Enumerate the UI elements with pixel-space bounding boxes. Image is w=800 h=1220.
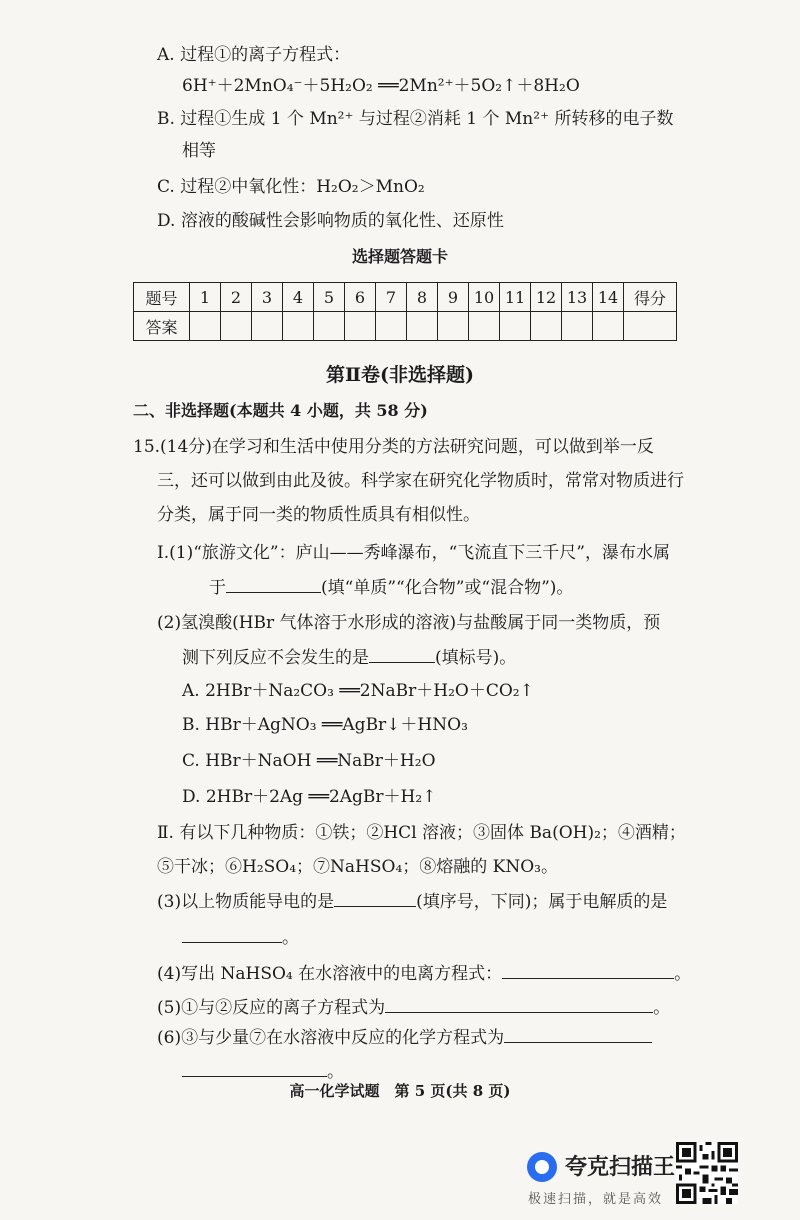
answer-cell (283, 312, 314, 341)
q15-q3-line (157, 890, 667, 913)
q15-q1-answer-blank[interactable] (226, 576, 321, 593)
q15-part1-q1-line2 (209, 576, 573, 599)
score-cell (624, 312, 677, 341)
q15-q6-answer-blank-1[interactable] (504, 1026, 652, 1043)
q15-part2-line1: Ⅱ. 有以下几种物质：①铁；②HCl 溶液；③固体 Ba(OH)₂；④酒精； (157, 823, 686, 843)
q15-q4-line (157, 962, 691, 985)
q15-q3-line2 (182, 926, 299, 949)
answer-card-table (133, 282, 677, 341)
answer-card-answer-row (134, 312, 677, 341)
answer-cell (531, 312, 562, 341)
q15-q3-electrolyte-blank[interactable] (182, 926, 282, 943)
answer-card-number: 5 (314, 283, 345, 312)
q15-q2-hint: (填标号)。 (435, 648, 517, 668)
answer-card-number: 1 (190, 283, 221, 312)
q15-q4-prefix: (4)写出 NaHSO₄ 在水溶液中的电离方程式： (157, 964, 503, 984)
answer-cell (593, 312, 624, 341)
answer-card-number: 2 (221, 283, 252, 312)
q15-q6-answer-blank-2[interactable] (182, 1060, 327, 1077)
q15-q1-hint: (填“单质”“化合物”或“混合物”)。 (321, 578, 574, 598)
q14-option-a-equation: 6H⁺＋2MnO₄⁻＋5H₂O₂ ══2Mn²⁺＋5O₂↑＋8H₂O (182, 76, 580, 96)
part2-title: 第Ⅱ卷(非选择题) (326, 364, 474, 386)
q15-intro-line2: 三，还可以做到由此及彼。科学家在研究化学物质时，常常对物质进行 (157, 471, 684, 491)
answer-card-number: 11 (500, 283, 531, 312)
answer-card-number: 12 (531, 283, 562, 312)
answer-card-number: 13 (562, 283, 593, 312)
answer-card-number: 4 (283, 283, 314, 312)
answer-card-number-row (134, 283, 677, 312)
answer-card-score-header: 得分 (624, 283, 677, 312)
q15-intro-line1: 15.(14分)在学习和生活中使用分类的方法研究问题，可以做到举一反 (133, 437, 654, 457)
qr-code-icon (676, 1142, 738, 1204)
q15-q3-end: 。 (282, 928, 299, 948)
answer-cell (500, 312, 531, 341)
answer-card-number: 10 (469, 283, 500, 312)
answer-cell (345, 312, 376, 341)
quark-logo-icon (527, 1152, 557, 1182)
q15-q4-answer-blank[interactable] (502, 962, 674, 979)
q15-intro-line3: 分类，属于同一类的物质性质具有相似性。 (157, 505, 480, 525)
answer-card-number: 3 (252, 283, 283, 312)
answer-cell (314, 312, 345, 341)
q15-q5-line (157, 996, 670, 1019)
q15-q6-end: 。 (327, 1062, 344, 1082)
answer-card-header-number: 题号 (134, 283, 190, 312)
answer-cell (407, 312, 438, 341)
q15-q2-prefix: 测下列反应不会发生的是 (182, 648, 369, 668)
q14-option-a-label: A. 过程①的离子方程式： (157, 45, 351, 65)
q15-q6-prefix: (6)③与少量⑦在水溶液中反应的化学方程式为 (157, 1028, 505, 1048)
answer-cell (221, 312, 252, 341)
q15-q5-answer-blank[interactable] (385, 996, 653, 1013)
q14-option-b-line2: 相等 (182, 141, 216, 161)
section-heading: 二、非选择题(本题共 4 小题，共 58 分) (133, 401, 428, 420)
watermark-title: 夸克扫描王 (565, 1155, 676, 1180)
q15-q2-line2 (182, 646, 516, 669)
answer-cell (190, 312, 221, 341)
q15-part2-line2: ⑤干冰；⑥H₂SO₄；⑦NaHSO₄；⑧熔融的 KNO₃。 (157, 857, 559, 877)
q15-option-d: D. 2HBr＋2Ag ══2AgBr＋H₂↑ (182, 787, 437, 807)
q15-part1-q1-line1: Ⅰ.(1)“旅游文化”：庐山——秀峰瀑布，“飞流直下三千尺”，瀑布水属 (157, 543, 670, 563)
q15-q3-middle: (填序号，下同)；属于电解质的是 (416, 892, 668, 912)
q15-q3-prefix: (3)以上物质能导电的是 (157, 892, 335, 912)
answer-card-number: 9 (438, 283, 469, 312)
q15-option-b: B. HBr＋AgNO₃ ══AgBr↓＋HNO₃ (182, 715, 468, 735)
answer-card-title: 选择题答题卡 (351, 247, 448, 266)
q15-option-c: C. HBr＋NaOH ══NaBr＋H₂O (182, 751, 436, 771)
q14-option-b-line1: B. 过程①生成 1 个 Mn²⁺ 与过程②消耗 1 个 Mn²⁺ 所转移的电子数 (157, 109, 674, 129)
answer-card-number: 14 (593, 283, 624, 312)
answer-card-number: 8 (407, 283, 438, 312)
q15-q5-prefix: (5)①与②反应的离子方程式为 (157, 998, 386, 1018)
q14-option-c: C. 过程②中氧化性：H₂O₂＞MnO₂ (157, 177, 425, 197)
answer-card-number: 6 (345, 283, 376, 312)
answer-cell (469, 312, 500, 341)
q15-q5-end: 。 (653, 998, 671, 1018)
answer-card-number: 7 (376, 283, 407, 312)
q14-option-d: D. 溶液的酸碱性会影响物质的氧化性、还原性 (157, 211, 504, 231)
q15-q4-end: 。 (674, 964, 692, 984)
watermark-subtitle: 极速扫描，就是高效 (528, 1192, 664, 1207)
q15-q2-line1: (2)氢溴酸(HBr 气体溶于水形成的溶液)与盐酸属于同一类物质，预 (157, 613, 661, 633)
q15-q1-prefix: 于 (209, 578, 226, 598)
page-footer: 高一化学试题 第 5 页(共 8 页) (289, 1082, 511, 1100)
q15-q3-conductive-blank[interactable] (334, 890, 416, 907)
q15-option-a: A. 2HBr＋Na₂CO₃ ══2NaBr＋H₂O＋CO₂↑ (182, 681, 534, 701)
q15-q6-line (157, 1026, 652, 1049)
q15-q2-answer-blank[interactable] (369, 646, 435, 663)
answer-card-header-answer: 答案 (134, 312, 190, 341)
answer-cell (252, 312, 283, 341)
answer-cell (438, 312, 469, 341)
answer-cell (562, 312, 593, 341)
answer-cell (376, 312, 407, 341)
